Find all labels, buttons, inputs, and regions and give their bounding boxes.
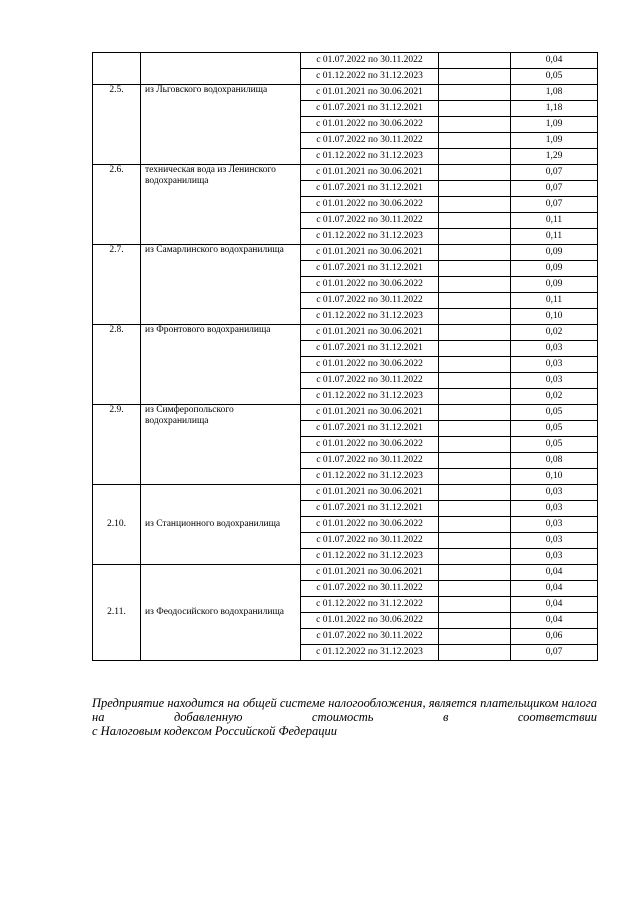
empty-cell (439, 581, 511, 597)
empty-cell (439, 613, 511, 629)
period-cell: с 01.12.2022 по 31.12.2023 (301, 69, 439, 85)
period-cell: с 01.12.2022 по 31.12.2023 (301, 549, 439, 565)
empty-cell (439, 53, 511, 69)
empty-cell (439, 389, 511, 405)
table-row (93, 485, 598, 501)
tariff-value-cell: 0,05 (511, 405, 598, 421)
tariff-value-cell: 0,02 (511, 389, 598, 405)
tariff-table-body (93, 53, 598, 661)
empty-cell (439, 149, 511, 165)
table-row (93, 565, 598, 581)
empty-cell (439, 325, 511, 341)
tax-note-line-2: плательщиком налога на добавленную стоимость в соответствии (92, 696, 598, 724)
empty-cell (439, 565, 511, 581)
period-cell: с 01.12.2022 по 31.12.2023 (301, 469, 439, 485)
empty-cell (439, 501, 511, 517)
table-row (93, 405, 598, 421)
empty-cell (439, 597, 511, 613)
empty-cell (439, 517, 511, 533)
tariff-value-cell: 0,02 (511, 325, 598, 341)
table-row (93, 245, 598, 261)
period-cell: с 01.01.2022 по 30.06.2022 (301, 613, 439, 629)
period-cell: с 01.01.2022 по 30.06.2022 (301, 277, 439, 293)
period-cell: с 01.07.2022 по 30.11.2022 (301, 453, 439, 469)
period-cell: с 01.07.2022 по 30.11.2022 (301, 373, 439, 389)
period-cell: с 01.01.2022 по 30.06.2022 (301, 197, 439, 213)
empty-cell (439, 229, 511, 245)
tariff-value-cell: 0,09 (511, 261, 598, 277)
reservoir-name: из Самарлинского водохранилища (141, 245, 301, 325)
period-cell: с 01.07.2022 по 30.11.2022 (301, 629, 439, 645)
tariff-value-cell: 0,05 (511, 437, 598, 453)
tariff-value-cell: 1,09 (511, 117, 598, 133)
empty-cell (439, 133, 511, 149)
empty-cell (439, 357, 511, 373)
reservoir-name: из Льговского водохранилища (141, 85, 301, 165)
reservoir-name (141, 53, 301, 85)
empty-cell (439, 437, 511, 453)
empty-cell (439, 181, 511, 197)
period-cell: с 01.07.2022 по 30.11.2022 (301, 133, 439, 149)
reservoir-name: из Симферопольского водохранилища (141, 405, 301, 485)
period-cell: с 01.01.2021 по 30.06.2021 (301, 85, 439, 101)
period-cell: с 01.12.2022 по 31.12.2023 (301, 149, 439, 165)
tariff-value-cell: 0,07 (511, 645, 598, 661)
reservoir-name: техническая вода из Ленинского водохранилища (141, 165, 301, 245)
tariff-value-cell: 0,05 (511, 69, 598, 85)
period-cell: с 01.07.2022 по 30.11.2022 (301, 293, 439, 309)
empty-cell (439, 421, 511, 437)
tariff-value-cell: 0,03 (511, 341, 598, 357)
item-number: 2.6. (93, 165, 141, 245)
item-number: 2.10. (93, 485, 141, 565)
period-cell: с 01.12.2022 по 31.12.2023 (301, 389, 439, 405)
empty-cell (439, 373, 511, 389)
tariff-value-cell: 0,05 (511, 421, 598, 437)
empty-cell (439, 453, 511, 469)
tariff-value-cell: 0,07 (511, 181, 598, 197)
period-cell: с 01.01.2021 по 30.06.2021 (301, 165, 439, 181)
empty-cell (439, 533, 511, 549)
tariff-value-cell: 0,10 (511, 469, 598, 485)
empty-cell (439, 101, 511, 117)
tariff-value-cell: 0,03 (511, 549, 598, 565)
empty-cell (439, 117, 511, 133)
period-cell: с 01.07.2022 по 30.11.2022 (301, 533, 439, 549)
reservoir-name: из Феодосийского водохранилища (141, 565, 301, 661)
empty-cell (439, 293, 511, 309)
empty-cell (439, 341, 511, 357)
empty-cell (439, 405, 511, 421)
tax-note-line-1: Предприятие находится на общей системе налогообложения, является (92, 696, 477, 710)
empty-cell (439, 629, 511, 645)
tariff-value-cell: 0,11 (511, 213, 598, 229)
reservoir-name: из Станционного водохранилища (141, 485, 301, 565)
table-row (93, 53, 598, 69)
empty-cell (439, 69, 511, 85)
empty-cell (439, 309, 511, 325)
tariff-value-cell: 1,29 (511, 149, 598, 165)
period-cell: с 01.07.2021 по 31.12.2021 (301, 261, 439, 277)
item-number: 2.8. (93, 325, 141, 405)
tariff-value-cell: 1,09 (511, 133, 598, 149)
tax-note-line-3: с Налоговым кодексом Российской Федерации (92, 724, 338, 738)
period-cell: с 01.07.2021 по 31.12.2021 (301, 421, 439, 437)
tariff-value-cell: 0,10 (511, 309, 598, 325)
empty-cell (439, 245, 511, 261)
period-cell: с 01.01.2021 по 30.06.2021 (301, 405, 439, 421)
period-cell: с 01.07.2022 по 30.11.2022 (301, 581, 439, 597)
tariff-value-cell: 0,04 (511, 597, 598, 613)
empty-cell (439, 213, 511, 229)
empty-cell (439, 645, 511, 661)
tariff-value-cell: 0,09 (511, 245, 598, 261)
tariff-value-cell: 1,08 (511, 85, 598, 101)
period-cell: с 01.07.2021 по 31.12.2021 (301, 341, 439, 357)
empty-cell (439, 85, 511, 101)
period-cell: с 01.07.2021 по 31.12.2021 (301, 501, 439, 517)
tariff-value-cell: 0,03 (511, 485, 598, 501)
item-number: 2.7. (93, 245, 141, 325)
period-cell: с 01.12.2022 по 31.12.2022 (301, 597, 439, 613)
empty-cell (439, 165, 511, 181)
empty-cell (439, 469, 511, 485)
tax-note (92, 696, 597, 738)
tariff-value-cell: 0,03 (511, 357, 598, 373)
period-cell: с 01.01.2021 по 30.06.2021 (301, 325, 439, 341)
reservoir-name: из Фронтового водохранилища (141, 325, 301, 405)
tariff-value-cell: 0,04 (511, 613, 598, 629)
tariff-value-cell: 0,07 (511, 165, 598, 181)
tariff-value-cell: 1,18 (511, 101, 598, 117)
period-cell: с 01.01.2021 по 30.06.2021 (301, 485, 439, 501)
table-row (93, 325, 598, 341)
item-number: 2.9. (93, 405, 141, 485)
tariff-value-cell: 0,04 (511, 53, 598, 69)
empty-cell (439, 549, 511, 565)
period-cell: с 01.01.2022 по 30.06.2022 (301, 437, 439, 453)
period-cell: с 01.12.2022 по 31.12.2023 (301, 645, 439, 661)
tariff-value-cell: 0,03 (511, 501, 598, 517)
table-row (93, 165, 598, 181)
item-number: 2.11. (93, 565, 141, 661)
tariff-value-cell: 0,09 (511, 277, 598, 293)
empty-cell (439, 277, 511, 293)
empty-cell (439, 197, 511, 213)
tariff-table (92, 52, 598, 661)
empty-cell (439, 485, 511, 501)
period-cell: с 01.12.2022 по 31.12.2023 (301, 309, 439, 325)
tariff-value-cell: 0,03 (511, 517, 598, 533)
period-cell: с 01.07.2021 по 31.12.2021 (301, 181, 439, 197)
period-cell: с 01.01.2021 по 30.06.2021 (301, 245, 439, 261)
tariff-value-cell: 0,04 (511, 581, 598, 597)
empty-cell (439, 261, 511, 277)
period-cell: с 01.07.2022 по 30.11.2022 (301, 53, 439, 69)
tariff-value-cell: 0,11 (511, 293, 598, 309)
period-cell: с 01.12.2022 по 31.12.2023 (301, 229, 439, 245)
period-cell: с 01.07.2021 по 31.12.2021 (301, 101, 439, 117)
period-cell: с 01.01.2022 по 30.06.2022 (301, 357, 439, 373)
period-cell: с 01.01.2021 по 30.06.2021 (301, 565, 439, 581)
period-cell: с 01.01.2022 по 30.06.2022 (301, 517, 439, 533)
tariff-value-cell: 0,03 (511, 533, 598, 549)
tariff-value-cell: 0,11 (511, 229, 598, 245)
table-row (93, 85, 598, 101)
period-cell: с 01.07.2022 по 30.11.2022 (301, 213, 439, 229)
period-cell: с 01.01.2022 по 30.06.2022 (301, 117, 439, 133)
tariff-value-cell: 0,04 (511, 565, 598, 581)
tariff-value-cell: 0,06 (511, 629, 598, 645)
tariff-value-cell: 0,07 (511, 197, 598, 213)
item-number (93, 53, 141, 85)
item-number: 2.5. (93, 85, 141, 165)
tariff-value-cell: 0,03 (511, 373, 598, 389)
tariff-value-cell: 0,08 (511, 453, 598, 469)
